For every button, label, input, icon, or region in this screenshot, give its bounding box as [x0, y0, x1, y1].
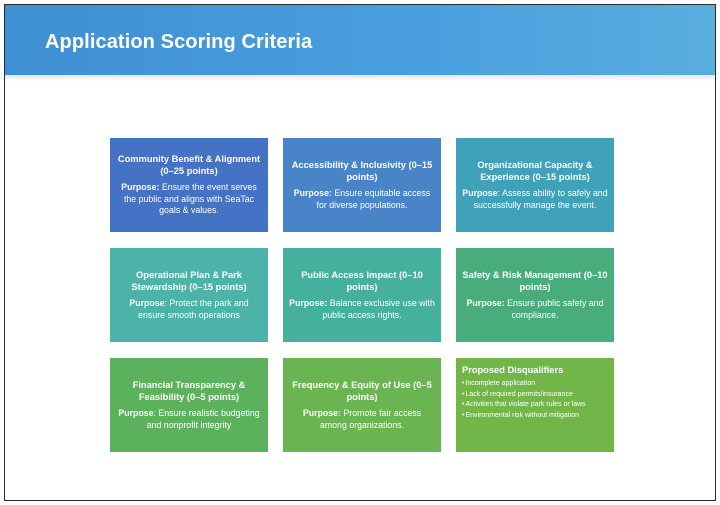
criteria-title: Community Benefit & Alignment (0–25 points) [117, 154, 261, 177]
page-title: Application Scoring Criteria [45, 31, 313, 53]
criteria-title: Frequency & Equity of Use (0–5 points) [292, 380, 432, 402]
disqualifier-text: Activities that violate park rules or laws [465, 401, 586, 408]
purpose-text: Ensure the event serves the public and aligns with SeaTac goals & values. [123, 182, 257, 216]
list-item [462, 379, 586, 390]
banner-shadow [5, 75, 715, 81]
criteria-title: Operational Plan & Park Stewardship (0–15 points) [131, 270, 247, 292]
purpose-text: Promote fair access among organizations. [319, 408, 422, 430]
purpose-text: : Protect the park and ensure smooth operations [138, 298, 249, 320]
criteria-purpose [289, 408, 435, 431]
purpose-label: Purpose [462, 188, 498, 198]
criteria-card-operational-plan [110, 248, 268, 342]
bullet-icon: • [462, 411, 465, 419]
purpose-label: Purpose: [293, 188, 332, 198]
purpose-label: Purpose: [302, 408, 341, 418]
list-item [462, 390, 586, 401]
criteria-purpose [462, 298, 608, 321]
criteria-title: Organizational Capacity & Experience (0–15 points) [477, 160, 593, 182]
purpose-text: Ensure equitable access for diverse populations. [316, 188, 431, 210]
disqualifier-text: Environmental risk without mitigation [465, 411, 580, 419]
criteria-card-organizational-capacity [456, 138, 614, 232]
title-banner [5, 5, 715, 75]
purpose-label: Purpose: [466, 298, 505, 308]
disqualifier-text: Incomplete application [465, 380, 536, 387]
criteria-title: Safety & Risk Management (0–10 points) [462, 270, 608, 292]
bullet-icon: • [462, 380, 465, 387]
purpose-text: : Assess ability to safely and successfully manage the event. [473, 188, 608, 210]
criteria-card-community-benefit [110, 138, 268, 232]
bullet-icon: • [462, 401, 465, 408]
disqualifier-text: Lack of required permits/insurance [465, 390, 573, 398]
disqualifiers-title: Proposed Disqualifiers [462, 365, 564, 375]
criteria-purpose [462, 188, 608, 211]
purpose-text: Balance exclusive use with public access rights. [322, 298, 435, 320]
criteria-title: Financial Transparency & Feasibility (0–5 points) [132, 380, 246, 402]
purpose-label: Purpose [118, 408, 154, 418]
criteria-purpose [289, 188, 435, 211]
purpose-text: Ensure public safety and compliance. [507, 298, 604, 320]
disqualifiers-card [456, 358, 614, 452]
criteria-purpose [116, 408, 262, 431]
purpose-label: Purpose [129, 298, 165, 308]
slide [4, 4, 716, 501]
bullet-icon: • [462, 390, 465, 398]
list-item [462, 400, 586, 411]
purpose-label: Purpose: [121, 182, 160, 193]
disqualifiers-list [462, 379, 586, 421]
criteria-purpose [289, 298, 435, 321]
list-item [462, 411, 586, 422]
criteria-title: Accessibility & Inclusivity (0–15 points) [291, 160, 433, 182]
criteria-title: Public Access Impact (0–10 points) [301, 270, 423, 292]
criteria-card-financial-transparency [110, 358, 268, 452]
criteria-card-public-access [283, 248, 441, 342]
purpose-text: : Ensure realistic budgeting and nonprofit integrity [146, 408, 260, 430]
criteria-purpose [116, 298, 262, 321]
criteria-card-accessibility [283, 138, 441, 232]
criteria-card-safety-risk [456, 248, 614, 342]
criteria-card-frequency-equity [283, 358, 441, 452]
criteria-purpose [116, 182, 262, 217]
purpose-label: Purpose: [289, 298, 328, 308]
